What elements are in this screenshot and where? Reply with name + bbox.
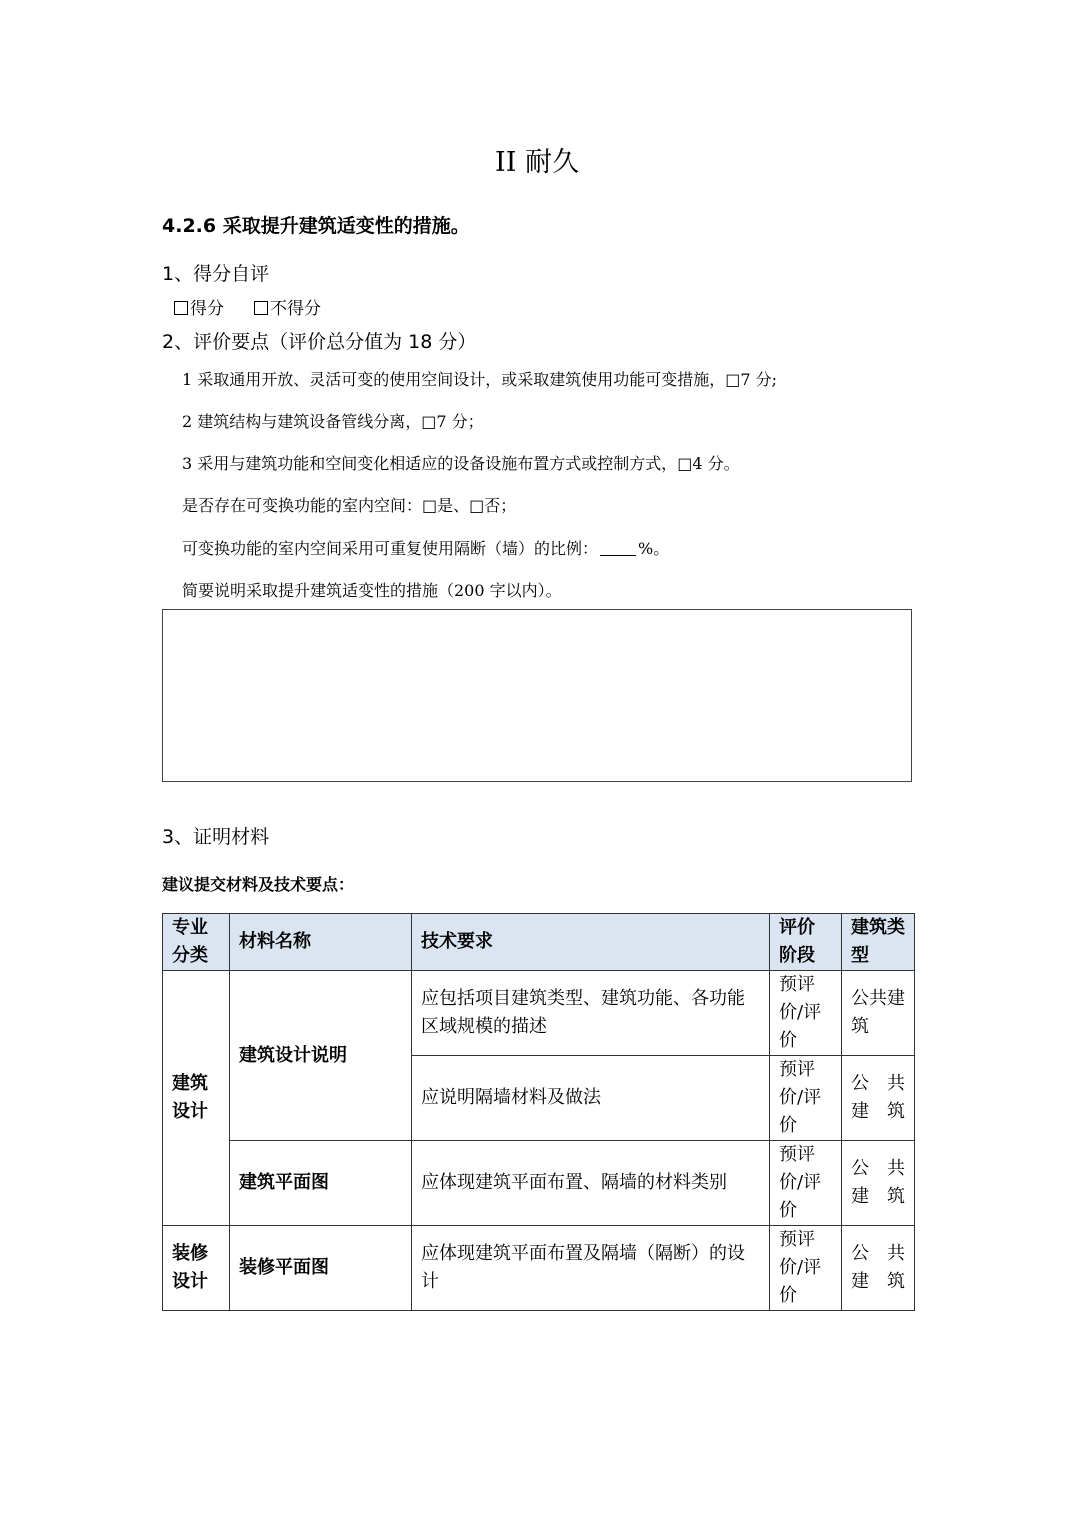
header-building-type: 建筑类型: [842, 914, 915, 971]
cell-category: 装修设计: [163, 1226, 230, 1311]
cell-requirement: 应说明隔墙材料及做法: [412, 1056, 770, 1141]
page-title: II 耐久: [495, 147, 579, 178]
no-score-option-label: 不得分: [270, 299, 321, 319]
header-requirement: 技术要求: [412, 914, 770, 971]
cell-building-type: 公 共建筑: [842, 1226, 915, 1311]
header-material: 材料名称: [230, 914, 412, 971]
score-options: [174, 294, 321, 319]
partition-ratio-question: [182, 536, 669, 559]
cell-material: 建筑设计说明: [230, 971, 412, 1141]
variable-space-question: 是否存在可变换功能的室内空间：□是、□否；: [182, 496, 517, 515]
partition-ratio-blank[interactable]: [600, 541, 636, 556]
cell-requirement: 应体现建筑平面布置、隔墙的材料类别: [412, 1141, 770, 1226]
cell-phase: 预评价/评价: [770, 1141, 842, 1226]
materials-intro: 建议提交材料及技术要点：: [162, 875, 355, 894]
cell-building-type: 公 共建筑: [842, 1056, 915, 1141]
header-category: 专业分类: [163, 914, 230, 971]
score-checkbox[interactable]: [174, 301, 188, 315]
eval-point-item: 3 采用与建筑功能和空间变化相适应的设备设施布置方式或控制方式，□4 分。: [182, 454, 740, 473]
materials-table: [162, 913, 915, 1311]
cell-building-type: 公共建筑: [842, 971, 915, 1056]
no-score-checkbox[interactable]: [254, 301, 268, 315]
cell-phase: 预评价/评价: [770, 971, 842, 1056]
score-option-label: 得分: [190, 299, 224, 319]
cell-material: 建筑平面图: [230, 1141, 412, 1226]
table-row: [163, 1141, 915, 1226]
cell-phase: 预评价/评价: [770, 1056, 842, 1141]
measures-description-prompt: 简要说明采取提升建筑适变性的措施（200 字以内）。: [182, 581, 562, 600]
table-header-row: [163, 914, 915, 971]
header-phase: 评价阶段: [770, 914, 842, 971]
percent-suffix: %。: [638, 539, 670, 558]
cell-phase: 预评价/评价: [770, 1226, 842, 1311]
partition-ratio-label: 可变换功能的室内空间采用可重复使用隔断（墙）的比例：: [182, 539, 599, 558]
cell-building-type: 公 共建筑: [842, 1141, 915, 1226]
cell-requirement: 应包括项目建筑类型、建筑功能、各功能区域规模的描述: [412, 971, 770, 1056]
cell-requirement: 应体现建筑平面布置及隔墙（隔断）的设计: [412, 1226, 770, 1311]
table-row: [163, 1226, 915, 1311]
self-eval-heading: 1、得分自评: [162, 263, 270, 285]
eval-points-heading: 2、评价要点（评价总分值为 18 分）: [162, 331, 477, 353]
evidence-heading: 3、证明材料: [162, 826, 270, 848]
eval-point-item: 1 采取通用开放、灵活可变的使用空间设计，或采取建筑使用功能可变措施，□7 分;: [182, 370, 778, 389]
eval-point-item: 2 建筑结构与建筑设备管线分离，□7 分；: [182, 412, 484, 431]
cell-category: 建筑设计: [163, 971, 230, 1226]
table-row: [163, 971, 915, 1056]
cell-material: 装修平面图: [230, 1226, 412, 1311]
section-heading: 4.2.6 采取提升建筑适变性的措施。: [162, 215, 470, 237]
measures-description-box[interactable]: [162, 609, 912, 782]
